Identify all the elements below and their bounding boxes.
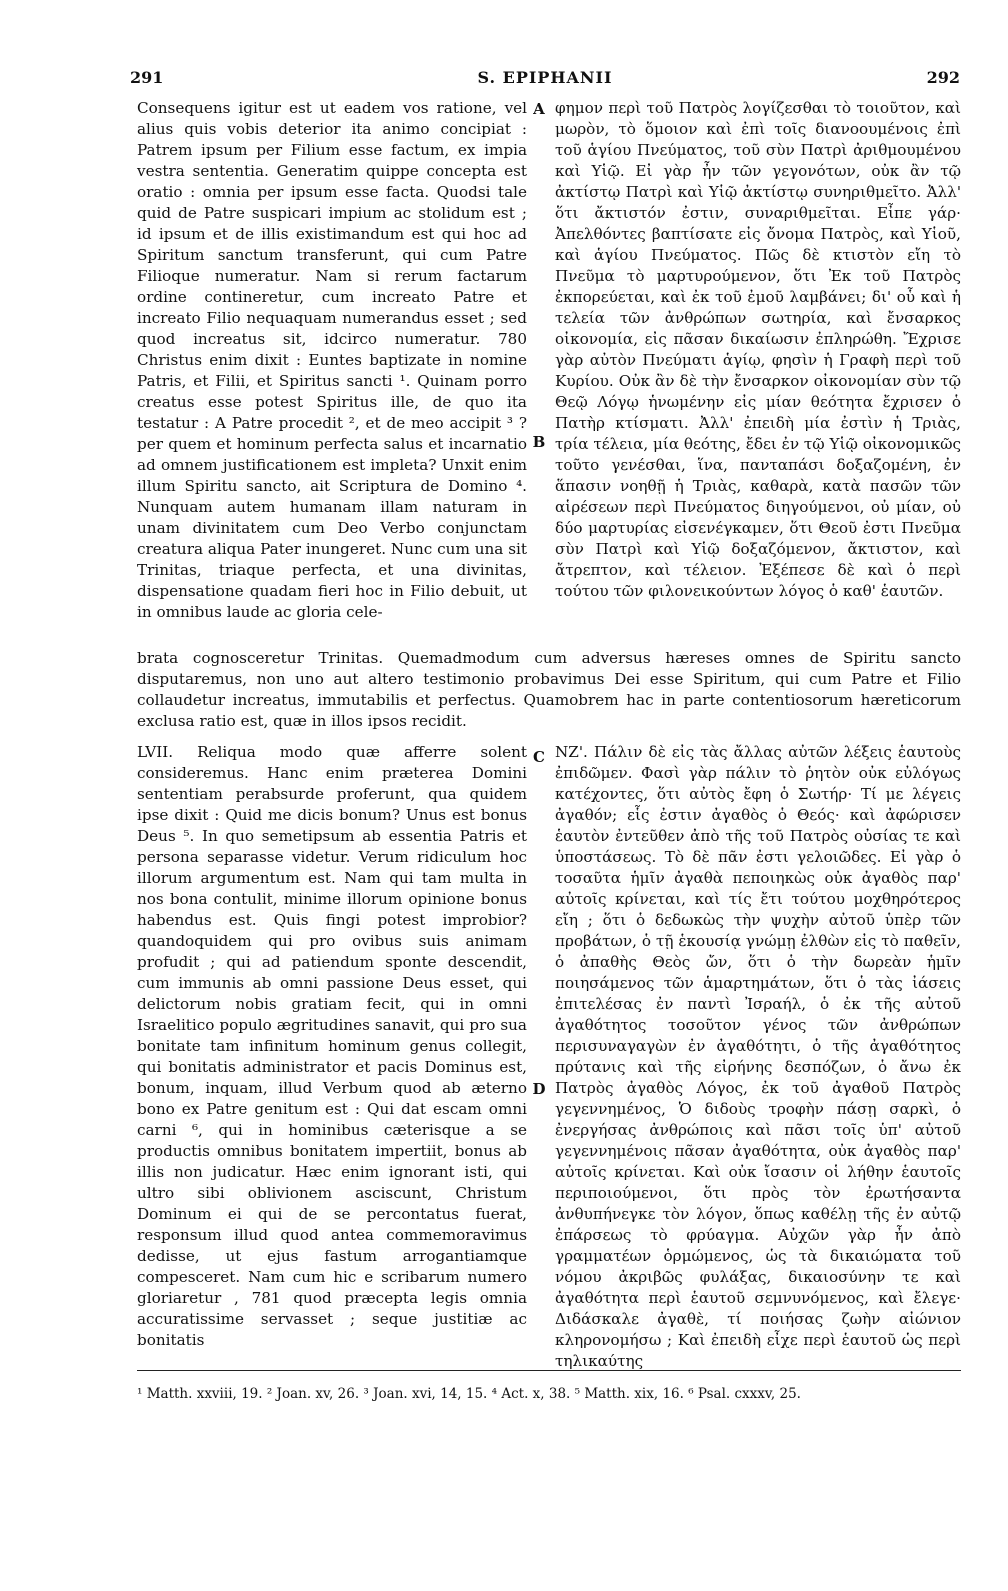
latin-column-bottom	[137, 742, 527, 1354]
latin-column-top	[137, 98, 527, 646]
section-marker-d: D	[532, 1080, 546, 1098]
greek-column-bottom	[555, 742, 961, 1370]
greek-text-bottom: ΝΖ'. Πάλιν δὲ εἰς τὰς ἄλλας αὐτῶν λέξεις ἑαυτοὺς ἐπιδῶμεν. Φασὶ γὰρ πάλιν τὸ ῥητὸν οὐκ εὐλόγως κατέχοντες, ὅτι αὐτὸς ἔφη ὁ Σωτήρ· Τί με λέγεις ἀγαθόν; εἷς ἐστιν ἀγαθὸς ὁ Θεός· καὶ ἀφώρισεν ἑαυτὸν ἐντεῦθεν ἀπὸ τῆς τοῦ Πατρὸς οὐσίας τε καὶ ὑποστάσεως. Τὸ δὲ πᾶν ἐστι γελοιῶδες. Εἰ γὰρ ὁ τοσαῦτα ἡμῖν ἀγαθὰ πεποιηκὼς οὐκ ἀγαθὸς παρ' αὐτοῖς κρίνεται, καὶ τίς ἔτι τούτου μοχθηρότερος εἴη ; ὅτι ὁ δεδωκὼς τὴν ψυχὴν αὐτοῦ ὑπὲρ τῶν προβάτων, ὁ τῇ ἑκουσίᾳ γνώμῃ ἐλθὼν εἰς τὸ παθεῖν, ὁ ἀπαθὴς Θεὸς ὤν, ὅτι ὁ τὴν δωρεὰν ἡμῖν ποιησάμενος τῶν ἁμαρτημάτων, ὅτι ὁ τὰς ἰάσεις ἐπιτελέσας ἐν παντὶ Ἰσραήλ, ὁ ἐκ τῆς αὐτοῦ ἀγαθότητος τοσοῦτον γένος τῶν ἀνθρώπων περισυναγαγὼν ἐν ἀγαθότητι, ὁ τῆς ἀγαθότητος πρύτανις καὶ τῆς εἰρήνης δεσπόζων, ὁ ἄνω ἐκ Πατρὸς ἀγαθὸς Λόγος, ἐκ τοῦ ἀγαθοῦ Πατρὸς γεγεννημένος, Ὁ διδοὺς τροφὴν πάσῃ σαρκὶ, ὁ ἐνεργήσας ἀνθρώποις καὶ πᾶσι τοῖς ὑπ' αὐτοῦ γεγεννημένοις πᾶσαν ἀγαθότητα, οὐκ ἀγαθὸς παρ' αὐτοῖς κρίνεται. Καὶ οὐκ ἴσασιν οἱ λήθην ἑαυτοῖς περιποιούμενοι, ὅτι πρὸς τὸν ἐρωτήσαντα ἀνθυπήνεγκε τὸν λόγον, ὅπως καθέλῃ τῆς ἐν αὐτῷ ἐπάρσεως τὸ φρύαγμα. Αὐχῶν γὰρ ἦν ἀπὸ γραμματέων ὁρμώμενος, ὡς τὰ δικαιώματα τοῦ νόμου ἀκριβῶς φυλάξας, δικαιοσύνην τε καὶ ἀγαθότητα περὶ ἑαυτοῦ σεμνυνόμενος, καὶ ἔλεγε· Διδάσκαλε ἀγαθὲ, τί ποιήσας ζωὴν αἰώνιον κληρονομήσω ; Καὶ ἐπειδὴ εἶχε περὶ ἑαυτοῦ ὡς περὶ τηλικαύτης	[555, 743, 961, 1370]
page-number-right: 292	[926, 68, 960, 87]
greek-column-top	[555, 98, 961, 646]
section-marker-b: B	[532, 433, 546, 451]
running-title: S. EPIPHANII	[477, 68, 613, 87]
section-marker-a: A	[533, 100, 545, 118]
page-number-left: 291	[130, 68, 164, 87]
footnote-divider	[137, 1370, 961, 1371]
greek-text-top: φημον περὶ τοῦ Πατρὸς λογίζεσθαι τὸ τοιοῦτον, καὶ μωρὸν, τὸ ὅμοιον καὶ ἐπὶ τοῖς διανοουμένοις ἐπὶ τοῦ ἁγίου Πνεύματος, τοῦ σὺν Πατρὶ ἀριθμουμένου καὶ Υἱῷ. Εἰ γὰρ ἦν τῶν γεγονότων, οὐκ ἂν τῷ ἀκτίστῳ Πατρὶ καὶ Υἱῷ ἀκτίστῳ συνηριθμεῖτο. Ἀλλ' ὅτι ἄκτιστόν ἐστιν, συναριθμεῖται. Εἶπε γάρ· Ἀπελθόντες βαπτίσατε εἰς ὄνομα Πατρὸς, καὶ Υἱοῦ, καὶ ἁγίου Πνεύματος. Πῶς δὲ κτιστὸν εἴη τὸ Πνεῦμα τὸ μαρτυρούμενον, ὅτι Ἐκ τοῦ Πατρὸς ἐκπορεύεται, καὶ ἐκ τοῦ ἐμοῦ λαμβάνει; δι' οὗ καὶ ἡ τελεία τῶν ἀνθρώπων σωτηρία, καὶ ἔνσαρκος οἰκονομία, εἰς πᾶσαν δικαίωσιν ἐπληρώθη. Ἔχρισε γὰρ αὐτὸν Πνεύματι ἁγίῳ, φησὶν ἡ Γραφὴ περὶ τοῦ Κυρίου. Οὐκ ἂν δὲ τὴν ἔνσαρκον οἰκονομίαν σὺν τῷ Θεῷ Λόγῳ ἡνωμένην εἰς μίαν θεότητα ἔχρισεν ὁ Πατὴρ κτίσματι. Ἀλλ' ἐπειδὴ μία ἐστὶν ἡ Τριὰς, τρία τέλεια, μία θεότης, ἔδει ἐν τῷ Υἱῷ οἰκονομικῶς τοῦτο γενέσθαι, ἵνα, πανταπάσι δοξαζομένη, ἐν ἅπασιν νοηθῇ ἡ Τριὰς, καθαρὰ, κατὰ πασῶν τῶν αἱρέσεων περὶ Πνεύματος διηγούμενοι, οὐ μίαν, οὐ δύο μαρτυρίας εἰσενέγκαμεν, ὅτι Θεοῦ ἐστι Πνεῦμα σὺν Πατρὶ καὶ Υἱῷ δοξαζόμενον, ἄκτιστον, καὶ ἄτρεπτον, καὶ τέλειον. Ἐξέπεσε δὲ καὶ ὁ περὶ τούτου τῶν φιλονεικούντων λόγος ὁ καθ' ἑαυτῶν.	[555, 99, 962, 600]
footnotes: ¹ Matth. xxviii, 19. ² Joan. xv, 26. ³ Joan. xvi, 14, 15. ⁴ Act. x, 38. ⁵ Matth. xix, 16. ⁶ Psal. cxxxv, 25.	[137, 1386, 801, 1402]
latin-fullwidth-paragraph	[137, 648, 961, 738]
latin-text-bottom: LVII. Reliqua modo quæ afferre solent consideremus. Hanc enim præterea Domini sententiam perabsurde proferunt, qua quidem ipse dixit : Quid me dicis bonum? Unus est bonus Deus ⁵. In quo semetipsum ab essentia Patris et persona separasse videtur. Verum ridiculum hoc illorum argumentum est. Nam qui tam multa in nos bona contulit, minime illorum opinione bonus habendus est. Quis fingi potest improbior? quandoquidem qui pro ovibus suis animam profudit ; qui ad patiendum sponte descendit, cum immunis ab omni passione Deus esset, qui delictorum nobis gratiam fecit, qui in omni Israelitico populo ægritudines sanavit, qui pro sua bonitate tam infinitum hominum genus collegit, qui bonitatis administrator et pacis Dominus est, bonum, inquam, illud Verbum quod ab æterno bono ex Patre genitum est : Qui dat escam omni carni ⁶, qui in hominibus cæterisque a se productis omnibus bonitatem impertiit, bonus ab illis non judicatur. Hæc enim ignorant isti, qui ultro sibi oblivionem asciscunt, Christum Dominum ei qui de se percontatus fuerat, responsum illud quod antea commemoravimus dedisse, ut ejus fastum arrogantiamque compesceret. Nam cum hic e scribarum numero gloriaretur , 781 quod præcepta legis omnia accuratissime servasset ; seque justitiæ ac bonitatis	[137, 743, 527, 1349]
running-head	[130, 68, 960, 94]
section-marker-c: C	[533, 748, 545, 766]
latin-text-full: brata cognosceretur Trinitas. Quemadmodum cum adversus hæreses omnes de Spiritu sancto disputaremus, non uno aut altero testimonio probavimus Dei esse Spiritum, qui cum Patre et Filio collaudetur increatus, immutabilis et perfectus. Quamobrem hac in parte contentiosorum hæreticorum exclusa ratio est, quæ in illos ipsos recidit.	[137, 649, 961, 730]
latin-text-top: Consequens igitur est ut eadem vos ratione, vel alius quis vobis deterior ita animo concipiat : Patrem ipsum per Filium esse factum, ex impia vestra sententia. Generatim quippe concepta est oratio : omnia per ipsum esse facta. Quodsi tale quid de Patre suspicari impium ac stolidum est ; id ipsum et de illis existimandum est qui hoc ad Spiritum sanctum transferunt, qui cum Patre Filioque numeratur. Nam si rerum factarum ordine contineretur, cum increato Patre et increato Filio nequaquam numerandus esset ; sed quod increatus sit, idcirco numeratur. 780 Christus enim dixit : Euntes baptizate in nomine Patris, et Filii, et Spiritus sancti ¹. Quinam porro creatus esse potest Spiritus ille, de quo ita testatur : A Patre procedit ², et de meo accipit ³ ? per quem et hominum perfecta salus et incarnatio ad omnem justificationem est impleta? Unxit enim illum Spiritu sancto, ait Scriptura de Domino ⁴. Nunquam autem humanam illam naturam in unam divinitatem cum Deo Verbo conjunctam creatura aliqua Pater inungeret. Nunc cum una sit Trinitas, triaque perfecta, et una divinitas, dispensatione quadam fieri hoc in Filio debuit, ut in omnibus laude ac gloria cele-	[137, 99, 527, 621]
